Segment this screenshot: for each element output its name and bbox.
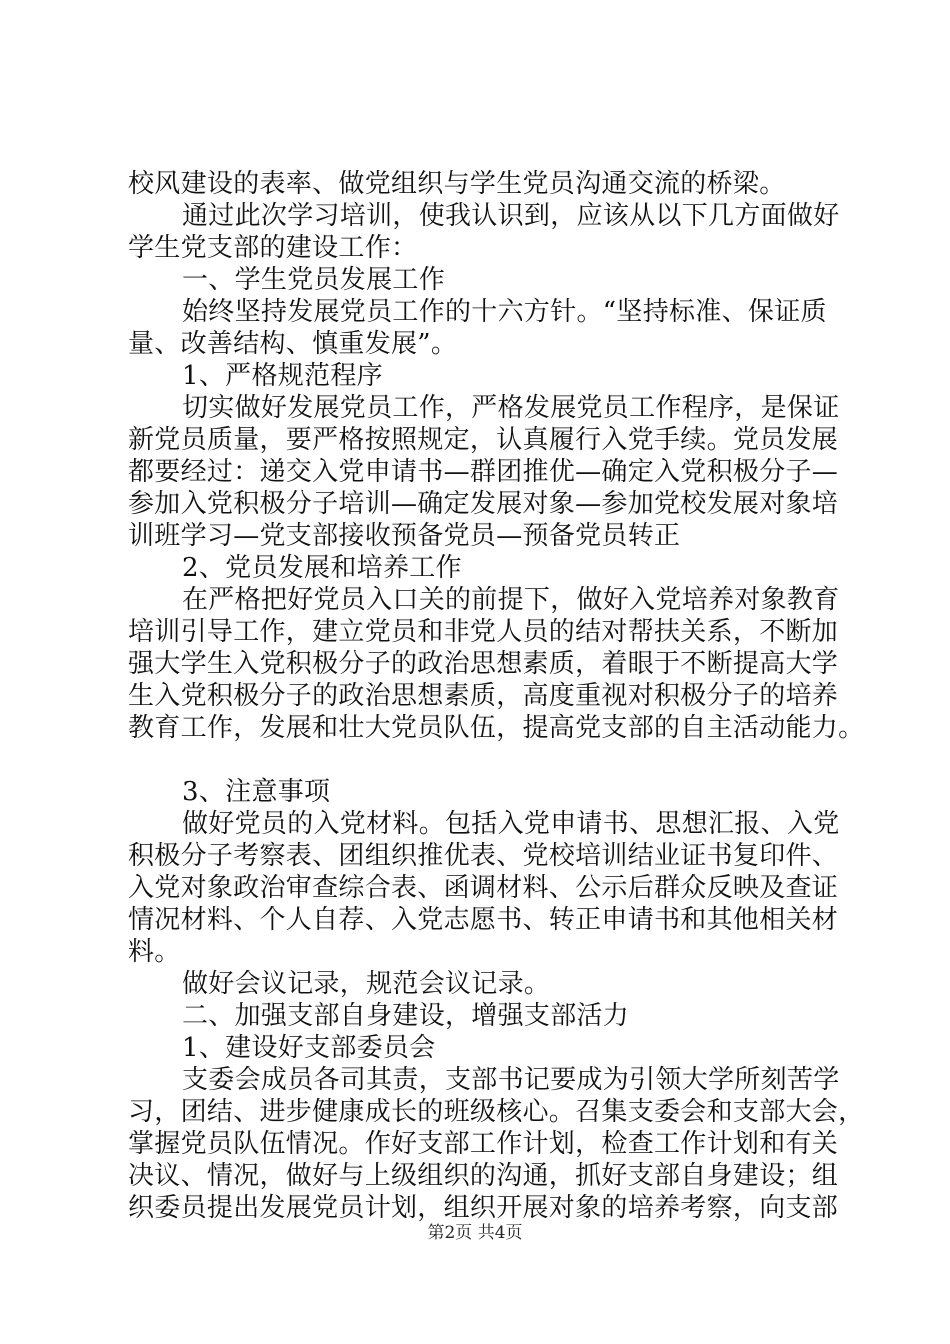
paragraph-line: 掌握党员队伍情况。作好支部工作计划，检查工作计划和有关	[128, 1129, 839, 1159]
paragraph-line: 支委会成员各司其责，支部书记要成为引领大学所刻苦学	[182, 1065, 840, 1095]
paragraph-line: 织委员提出发展党员计划，组织开展对象的培养考察，向支部	[128, 1193, 839, 1223]
paragraph-line: 做好党员的入党材料。包括入党申请书、思想汇报、入党	[182, 809, 840, 839]
paragraph-line: 生入党积极分子的政治思想素质，高度重视对积极分子的培养	[128, 681, 839, 711]
paragraph-line: 学生党支部的建设工作：	[128, 233, 418, 263]
paragraph-line: 入党对象政治审查综合表、函调材料、公示后群众反映及查证	[128, 873, 839, 903]
subsection-heading: 2、党员发展和培养工作	[182, 553, 462, 583]
subsection-heading: 1、建设好支部委员会	[182, 1033, 436, 1063]
blank-line	[128, 744, 833, 776]
paragraph-line: 训班学习—党支部接收预备党员—预备党员转正	[128, 521, 681, 551]
paragraph-line: 始终坚持发展党员工作的十六方针。“坚持标准、保证质	[182, 297, 827, 327]
paragraph-line: 在严格把好党员入口关的前提下，做好入党培养对象教育	[182, 585, 840, 615]
paragraph-line: 教育工作，发展和壮大党员队伍，提高党支部的自主活动能力。	[128, 713, 865, 743]
paragraph-line: 通过此次学习培训，使我认识到，应该从以下几方面做好	[182, 201, 840, 231]
page-number-footer: 第2页 共4页	[427, 1223, 523, 1243]
subsection-heading: 3、注意事项	[182, 777, 331, 807]
paragraph-line: 切实做好发展党员工作，严格发展党员工作程序，是保证	[182, 393, 840, 423]
section-heading: 二、加强支部自身建设，增强支部活力	[182, 1001, 630, 1031]
paragraph-line: 参加入党积极分子培训—确定发展对象—参加党校发展对象培	[128, 489, 839, 519]
paragraph-line: 积极分子考察表、团组织推优表、党校培训结业证书复印件、	[128, 841, 839, 871]
paragraph-line: 都要经过：递交入党申请书—群团推优—确定入党积极分子—	[128, 457, 839, 487]
paragraph-line: 习，团结、进步健康成长的班级核心。召集支委会和支部大会，	[128, 1097, 865, 1127]
document-body	[128, 168, 865, 1224]
subsection-heading: 1、严格规范程序	[182, 361, 383, 391]
paragraph-line: 校风建设的表率、做党组织与学生党员沟通交流的桥梁。	[128, 169, 786, 199]
paragraph-line: 强大学生入党积极分子的政治思想素质，着眼于不断提高大学	[128, 649, 839, 679]
paragraph-line: 情况材料、个人自荐、入党志愿书、转正申请书和其他相关材	[128, 905, 839, 935]
paragraph-line: 决议、情况，做好与上级组织的沟通，抓好支部自身建设；组	[128, 1161, 839, 1191]
paragraph-line: 量、改善结构、慎重发展”。	[128, 329, 458, 359]
section-heading: 一、学生党员发展工作	[182, 265, 446, 295]
paragraph-line: 新党员质量，要严格按照规定，认真履行入党手续。党员发展	[128, 425, 839, 455]
paragraph-line: 做好会议记录，规范会议记录。	[182, 969, 551, 999]
paragraph-line: 培训引导工作，建立党员和非党人员的结对帮扶关系，不断加	[128, 617, 839, 647]
paragraph-line: 料。	[128, 937, 181, 967]
